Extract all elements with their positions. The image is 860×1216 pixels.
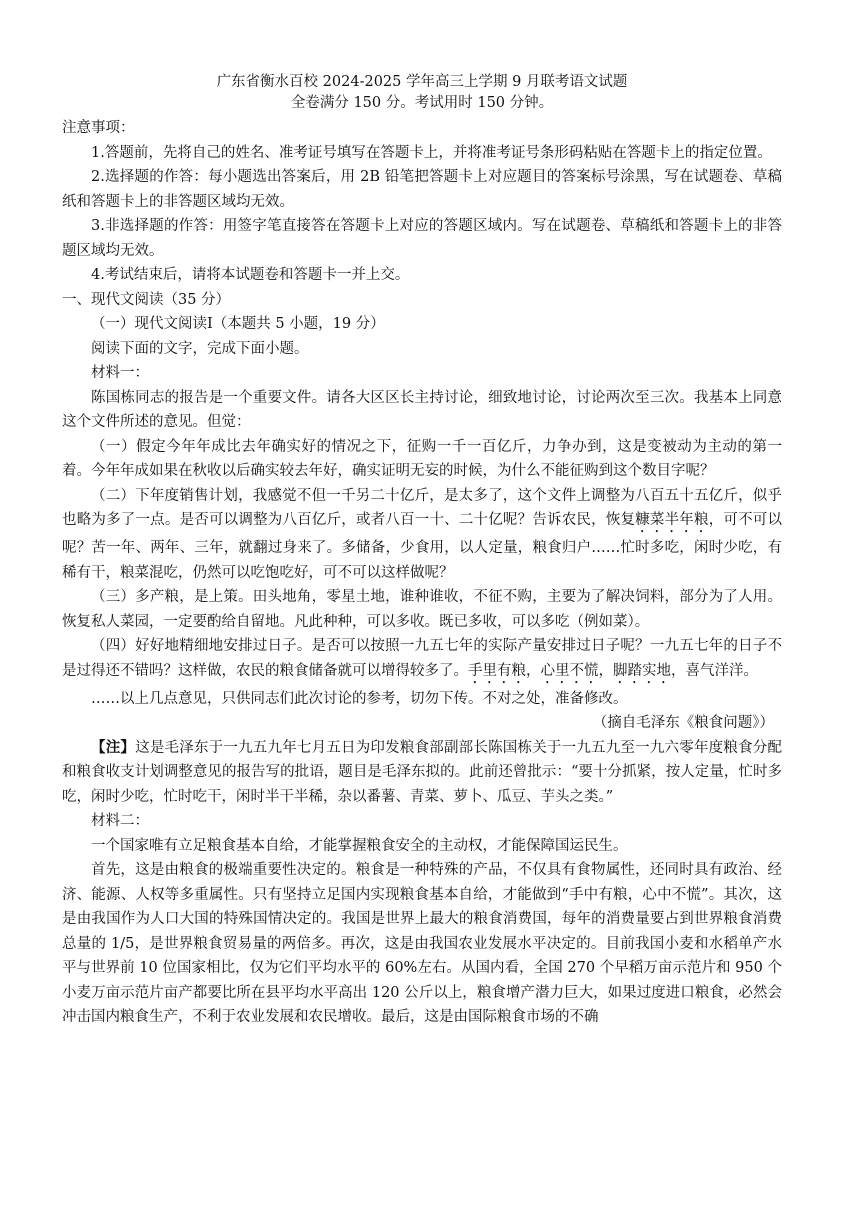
material-2-paragraph-2: 首先，这是由粮食的极端重要性决定的。粮食是一种特殊的产品，不仅具有食物属性，还同时具有政治、经济、能源、人权等多重属性。只有坚持立足国内实现粮食基本自给，才能做到“手中有粮，心中不慌”。其次，这是由我国作为人口大国的特殊国情决定的。我国是世界上最大的粮食消费国，每年的消费量要占到世界粮食消费总量的 1/5，是世界粮食贸易量的两倍多。再次，这是由我国农业发展水平决定的。目前我国小麦和水稻单产水平与世界前 10 位国家相比，仅为它们平均水平的 60%左右。从国内看，全国 270 个早稻万亩示范片和 950 个小麦万亩示范片亩产都要比所在县平均水平高出 120 公斤以上，粮食增产潜力巨大，如果过度进口粮食，必然会冲击国内粮食生产，不利于农业发展和农民增收。最后，这是由国际粮食市场的不确	[62, 862, 782, 1025]
material-1-note	[62, 736, 782, 810]
emphasized-phrase: 糠菜半年粮	[635, 512, 709, 528]
exam-title: 广东省衡水百校 2024-2025 学年高三上学期 9 月联考语文试题	[216, 74, 628, 90]
sub-section-heading: （一）现代文阅读Ⅰ（本题共 5 小题，19 分）	[91, 316, 385, 332]
material-2-label: 材料二：	[91, 813, 149, 829]
emphasized-phrase: 手里有粮，心里不慌，脚踏实地	[468, 662, 671, 679]
paragraph-5-text-a: （四）好好地精细地安排过日子。是否可以按照一九五七年的实际产量安排过日子呢？一九五七年的日子不是过得还不错吗？这样做，农民的粮食储备就可以增得较多了。	[62, 638, 782, 679]
paragraph-5-text-b: ，喜气洋洋。	[671, 662, 758, 679]
exam-page	[62, 72, 782, 1030]
material-2-paragraph-1: 一个国家唯有立足粮食基本自给，才能掌握粮食安全的主动权，才能保障国运民生。	[91, 837, 628, 854]
notice-heading: 注意事项：	[62, 120, 135, 136]
material-1-paragraph-3	[62, 484, 782, 586]
material-1-paragraph-6: ……以上几点意见，只供同志们此次讨论的参考，切勿下传。不对之处，准备修改。	[91, 690, 628, 707]
notice-item-1: 1.答题前，先将自己的姓名、准考证号填写在答题卡上，并将准考证号条形码粘贴在答题卡上的指定位置。	[91, 144, 772, 161]
material-1-paragraph-2: （一）假定今年年成比去年确实好的情况之下，征购一千一百亿斤，力争办到，这是变被动为主动的第一着。今年年成如果在秋收以后确实较去年好，确实证明无妄的时候，为什么不能征购到这个数目字呢？	[62, 438, 782, 479]
notice-item-3: 3.非选择题的作答：用签字笔直接答在答题卡上对应的答题区域内。写在试题卷、草稿纸和答题卡上的非答题区域均无效。	[62, 218, 782, 259]
material-1-source: （摘自毛泽东《粮食问题》）	[592, 715, 774, 731]
notice-item-2: 2.选择题的作答：每小题选出答案后，用 2B 铅笔把答题卡上对应题目的答案标号涂黑，写在试题卷、草稿纸和答题卡上的非答题区域均无效。	[62, 169, 782, 210]
material-1-label: 材料一：	[91, 365, 149, 381]
note-mark: 【注】	[91, 738, 136, 756]
section-heading: 一、现代文阅读（35 分）	[62, 291, 231, 308]
material-1-paragraph-1: 陈国栋同志的报告是一个重要文件。请各大区区长主持讨论，细致地讨论，讨论两次至三次。我基本上同意这个文件所述的意见。但觉：	[62, 389, 782, 430]
reading-instruction: 阅读下面的文字，完成下面小题。	[91, 340, 309, 357]
note-text: 这是毛泽东于一九五九年七月五日为印发粮食部副部长陈国栋关于一九五九至一九六零年度粮食分配和粮食收支计划调整意见的报告写的批语，题目是毛泽东拟的。此前还曾批示：“要十分抓紧，按人定量，忙时多吃，闲时少吃，忙时吃干，闲时半干半稀，杂以番薯、青菜、萝卜、瓜豆、芋头之类。”	[62, 739, 783, 805]
material-1-paragraph-5	[62, 634, 782, 687]
paragraph-3-text-b: ，可不可以呢？苦一年、两年、三年，就翻过身来了。多储备，少食用，以人定量，粮食归户……忙时多吃，闲时少吃，有稀有干，粮菜混吃，仍然可以吃饱吃好，可不可以这样做呢？	[62, 512, 783, 581]
notice-item-4: 4.考试结束后，请将本试题卷和答题卡一并上交。	[91, 267, 410, 283]
exam-subtitle: 全卷满分 150 分。考试用时 150 分钟。	[290, 95, 554, 111]
material-1-paragraph-4: （三）多产粮，是上策。田头地角，零星土地，谁种谁收，不征不购，主要为了解决饲料，部分为了人用。恢复私人菜园，一定要酌给自留地。凡此种种，可以多收。既已多收，可以多吃（例如菜）。	[62, 589, 782, 630]
paragraph-3-text-a: （二）下年度销售计划，我感觉不但一千另二十亿斤，是太多了，这个文件上调整为八百五十五亿斤，似乎也略为多了一点。是否可以调整为八百亿斤，或者八百一十、二十亿呢？告诉农民，恢复	[62, 487, 782, 528]
